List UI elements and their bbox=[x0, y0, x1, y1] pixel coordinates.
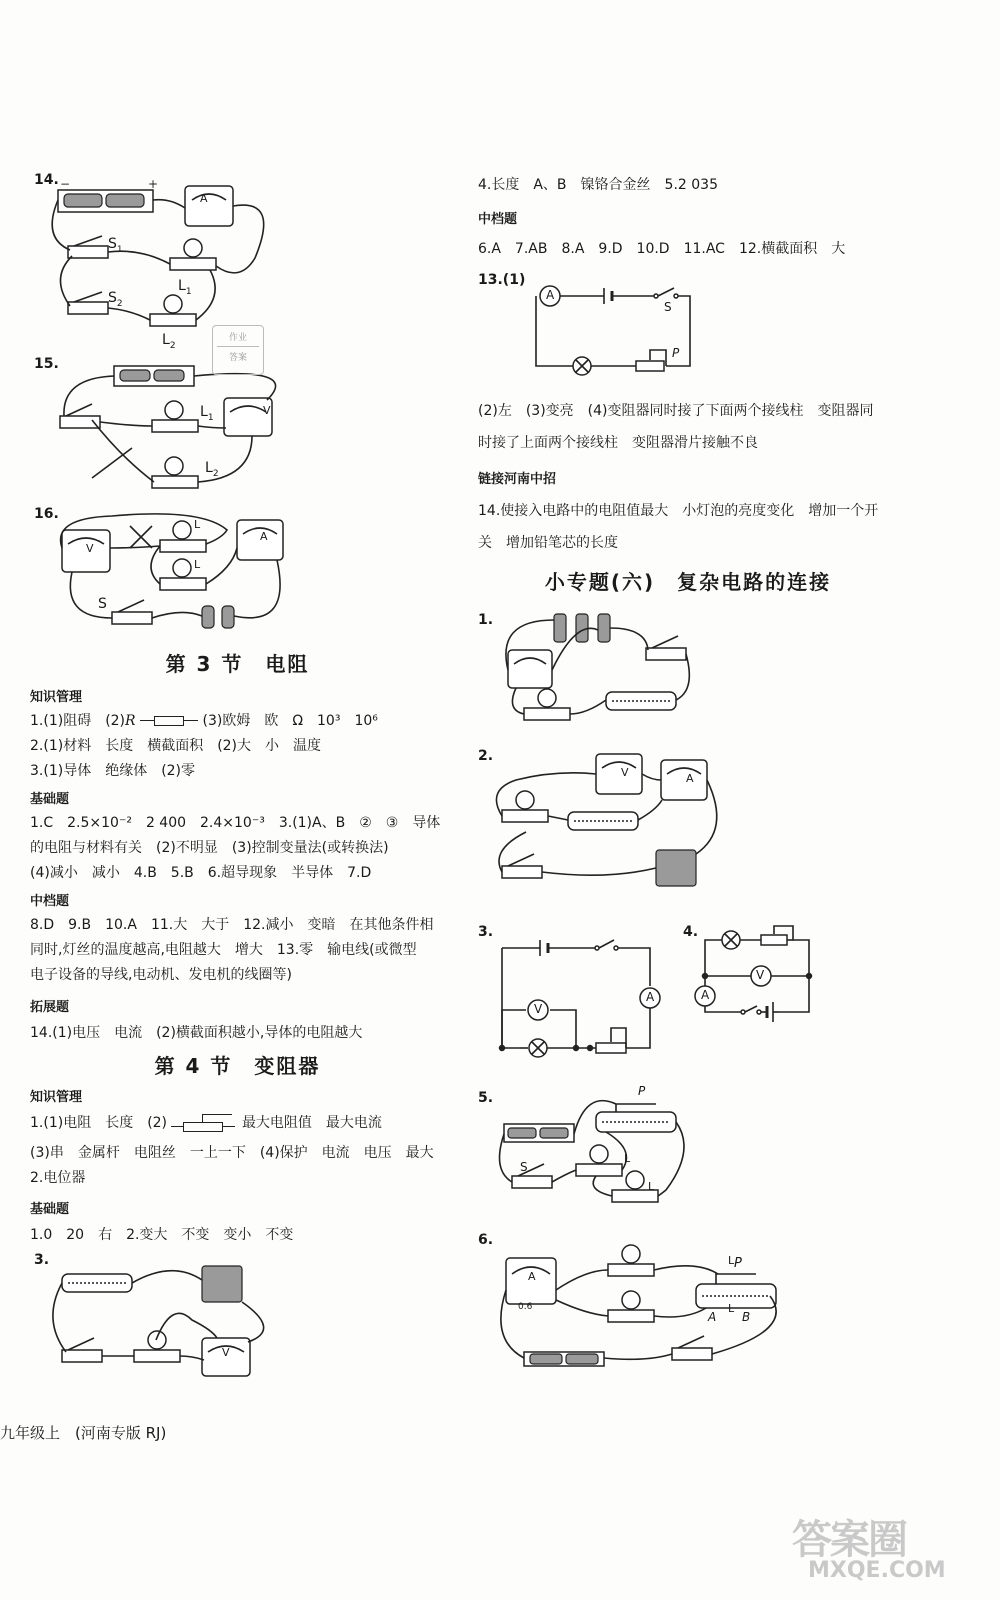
sec3-m1: 8.D 9.B 10.A 11.大 大于 12.减小 变暗 在其他条件相 bbox=[30, 917, 434, 933]
r-line-6: 关 增加铅笔芯的长度 bbox=[478, 535, 618, 551]
homework-stamp: 作业 答案 bbox=[212, 325, 264, 375]
section-4-title: 第 4 节 变阻器 bbox=[154, 1054, 321, 1078]
t1-number: 1. bbox=[478, 612, 494, 628]
q14-ammeter-label: A bbox=[200, 192, 208, 205]
q15-l2-label: $L_2$ bbox=[205, 460, 219, 479]
sec4-q3-number: 3. bbox=[34, 1252, 50, 1268]
sec4-basic-heading: 基础题 bbox=[30, 1202, 70, 1217]
rheostat-symbol-icon bbox=[171, 1114, 237, 1132]
q16-circuit-figure bbox=[52, 508, 292, 648]
q13-switch-label: S bbox=[664, 300, 672, 314]
r-line-2: 6.A 7.AB 8.A 9.D 10.D 11.AC 12.横截面积 大 bbox=[478, 241, 846, 257]
page-footer: 九年级上 (河南专版 RJ) bbox=[0, 1424, 167, 1442]
t6-circuit-figure bbox=[496, 1230, 786, 1370]
q13-slider-label: P bbox=[672, 346, 680, 360]
t3-number: 3. bbox=[478, 924, 494, 940]
t6-number: 6. bbox=[478, 1232, 494, 1248]
t1-circuit-figure bbox=[496, 610, 696, 725]
sec3-mid-heading: 中档题 bbox=[30, 894, 70, 909]
sec3-m3: 电子设备的导线,电动机、发电机的线圈等) bbox=[30, 967, 292, 983]
t6-ammeter-label: A bbox=[528, 1270, 536, 1283]
t4-number: 4. bbox=[683, 924, 699, 940]
t4-ammeter-label: A bbox=[701, 988, 710, 1002]
q15-number: 15. bbox=[34, 356, 59, 372]
watermark-url: MXQE.COM bbox=[808, 1558, 946, 1583]
r-line-1: 4.长度 A、B 镍铬合金丝 5.2 035 bbox=[478, 177, 718, 193]
sec3-k3: 3.(1)导体 绝缘体 (2)零 bbox=[30, 763, 196, 779]
t5-switch-label: S bbox=[520, 1160, 528, 1174]
q14-l2-label: $L_2$ bbox=[162, 332, 176, 351]
sec3-e1: 14.(1)电压 电流 (2)横截面积越小,导体的电阻越大 bbox=[30, 1025, 363, 1041]
t5-circuit-figure bbox=[496, 1090, 696, 1205]
q14-s2-label: $S_2$ bbox=[108, 290, 123, 309]
sec4-q3-circuit-figure bbox=[52, 1260, 272, 1390]
t3-circuit-diagram bbox=[500, 938, 685, 1053]
t2-circuit-figure bbox=[496, 750, 716, 890]
t5-number: 5. bbox=[478, 1090, 494, 1106]
t5-slider-label: P bbox=[638, 1084, 646, 1098]
q16-l2-label: L bbox=[194, 558, 201, 571]
sec3-knowledge-heading: 知识管理 bbox=[30, 690, 83, 705]
q13-ammeter-label: A bbox=[546, 288, 555, 302]
watermark-logo: 答案圈 bbox=[792, 1517, 906, 1563]
r-line-4: 时接了上面两个接线柱 变阻器滑片接触不良 bbox=[478, 435, 758, 451]
q16-voltmeter-label: V bbox=[86, 542, 94, 555]
r-line-3: (2)左 (3)变亮 (4)变阻器同时接了下面两个接线柱 变阻器同 bbox=[478, 403, 874, 419]
t6-l2-label: L bbox=[728, 1254, 735, 1267]
t5-l2-label: L bbox=[624, 1152, 631, 1165]
sec4-k2: (3)串 金属杆 电阻丝 一上一下 (4)保护 电流 电压 最大 bbox=[30, 1145, 434, 1161]
q13-circuit-diagram bbox=[536, 280, 716, 380]
q16-switch-label: S bbox=[98, 596, 107, 612]
sec4-k3: 2.电位器 bbox=[30, 1170, 86, 1186]
t2-number: 2. bbox=[478, 748, 494, 764]
t6-terminal-a-label: A bbox=[708, 1310, 717, 1324]
t6-slider-label: P bbox=[734, 1256, 742, 1271]
q13-number: 13.(1) bbox=[478, 272, 526, 288]
q16-number: 16. bbox=[34, 506, 59, 522]
q15-voltmeter-label: V bbox=[263, 404, 271, 417]
q16-ammeter-label: A bbox=[260, 530, 268, 543]
t2-ammeter-label: A bbox=[686, 772, 694, 785]
sec3-basic-heading: 基础题 bbox=[30, 792, 70, 807]
q15-circuit-figure bbox=[52, 358, 292, 493]
sec4-b1: 1.0 20 右 2.变大 不变 变小 不变 bbox=[30, 1227, 294, 1243]
q16-l1-label: L bbox=[194, 518, 201, 531]
t4-voltmeter-label: V bbox=[756, 968, 765, 982]
r-mid-heading: 中档题 bbox=[478, 212, 518, 227]
t6-range-label: 0.6 bbox=[518, 1302, 533, 1312]
sec3-b3: (4)减小 减小 4.B 5.B 6.超导现象 半导体 7.D bbox=[30, 865, 372, 881]
t6-l1-label: L bbox=[728, 1302, 735, 1315]
t6-terminal-b-label: B bbox=[742, 1310, 751, 1324]
svg-text:−: − bbox=[60, 177, 71, 191]
sec3-k1: 1.(1)阻碍 (2)R (3)欧姆 欧 Ω 10³ 10⁶ bbox=[30, 713, 378, 729]
r-line-5: 14.使接入电路中的电阻值最大 小灯泡的亮度变化 增加一个开 bbox=[478, 503, 879, 519]
svg-text:+: + bbox=[148, 177, 159, 191]
sec3-k2: 2.(1)材料 长度 横截面积 (2)大 小 温度 bbox=[30, 738, 322, 754]
sec4-k1: 1.(1)电阻 长度 (2) 最大电阻值 最大电流 bbox=[30, 1115, 382, 1131]
q15-l1-label: $L_1$ bbox=[200, 404, 214, 423]
t3-ammeter-label: A bbox=[646, 990, 655, 1004]
q14-number: 14. bbox=[34, 172, 59, 188]
section-3-title: 第 3 节 电阻 bbox=[165, 652, 310, 676]
t3-voltmeter-label: V bbox=[534, 1002, 543, 1016]
t2-voltmeter-label: V bbox=[621, 766, 629, 779]
sec3-ext-heading: 拓展题 bbox=[30, 1000, 70, 1015]
sec4-q3-voltmeter-label: V bbox=[222, 1346, 230, 1359]
sec3-b1: 1.C 2.5×10⁻² 2 400 2.4×10⁻³ 3.(1)A、B ② ③ 导体 bbox=[30, 815, 441, 831]
sec3-b2: 的电阻与材料有关 (2)不明显 (3)控制变量法(或转换法) bbox=[30, 840, 389, 856]
sec3-m2: 同时,灯丝的温度越高,电阻越大 增大 13.零 输电线(或微型 bbox=[30, 942, 417, 958]
t5-l1-label: L bbox=[648, 1180, 655, 1193]
q14-l1-label: $L_1$ bbox=[178, 278, 192, 297]
topic-6-title: 小专题(六) 复杂电路的连接 bbox=[544, 570, 832, 594]
resistor-symbol-icon bbox=[140, 714, 198, 728]
r-link-heading: 链接河南中招 bbox=[478, 472, 557, 487]
sec4-knowledge-heading: 知识管理 bbox=[30, 1090, 83, 1105]
q14-s1-label: $S_1$ bbox=[108, 236, 123, 255]
